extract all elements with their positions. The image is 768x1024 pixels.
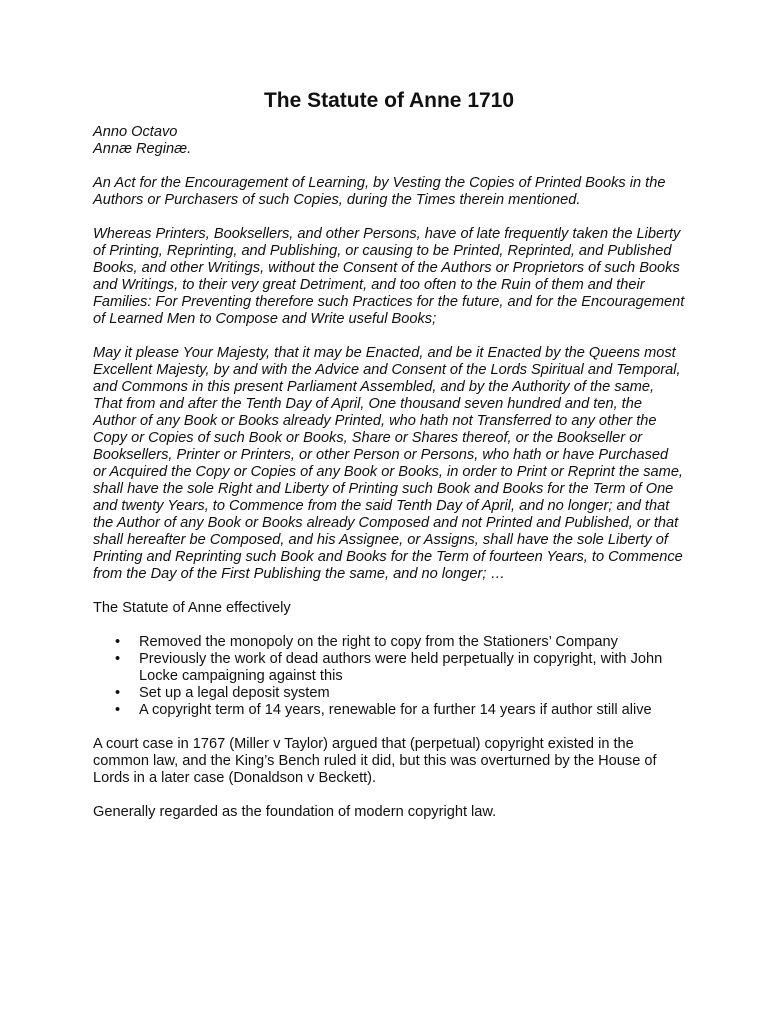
effects-list — [93, 634, 685, 719]
list-item — [93, 651, 685, 685]
bullet-icon: • — [115, 702, 121, 718]
list-item-text: A copyright term of 14 years, renewable for a further 14 years if author still alive — [139, 702, 652, 718]
list-item-text: Previously the work of dead authors were held perpetually in copyright, with John Locke campaigning against this — [139, 651, 663, 684]
bullet-icon: • — [115, 685, 121, 701]
effects-heading: The Statute of Anne effectively — [93, 600, 291, 616]
anno-line-1: Anno Octavo — [93, 124, 178, 140]
document-page — [93, 88, 685, 838]
list-item-text: Set up a legal deposit system — [139, 685, 330, 701]
court-case-paragraph: A court case in 1767 (Miller v Taylor) argued that (perpetual) copyright existed in the common law, and the King’s Bench ruled it did, but this was overturned by the House of Lords in a later case (Donaldson v Beckett). — [93, 736, 657, 786]
act-title-paragraph: An Act for the Encouragement of Learning, by Vesting the Copies of Printed Books in the Authors or Purchasers of such Copies, during the Times therein mentioned. — [93, 175, 666, 208]
document-title: The Statute of Anne 1710 — [263, 89, 515, 112]
enacted-paragraph: May it please Your Majesty, that it may be Enacted, and be it Enacted by the Queens most Excellent Majesty, by and with the Advice and Consent of the Lords Spiritual and Temporal, and Commons in this present Parliament Assembled, and by the Authority of the same, That from and after the Tenth Day of April, One thousand seven hundred and ten, the Author of any Book or Books already Printed, who hath not Transferred to any other the Copy or Copies of such Book or Books, Share or Shares thereof, or the Bookseller or Booksellers, Printer or Printers, or other Person or Persons, who hath or have Purchased or Acquired the Copy or Copies of any Book or Books, in order to Print or Reprint the same, shall have the sole Right and Liberty of Printing such Book and Books for the Term of One and twenty Years, to Commence from the said Tenth Day of April, and no longer; and that the Author of any Book or Books already Composed and not Printed and Published, or that shall hereafter be Composed, and his Assignee, or Assigns, shall have the sole Liberty of Printing and Reprinting such Book and Books for the Term of fourteen Years, to Commence from the Day of the First Publishing the same, and no longer; … — [93, 345, 683, 582]
list-item — [93, 634, 685, 651]
list-item-text: Removed the monopoly on the right to copy from the Stationers’ Company — [139, 634, 618, 650]
conclusion-paragraph: Generally regarded as the foundation of modern copyright law. — [93, 804, 497, 820]
list-item — [93, 702, 685, 719]
anno-line-2: Annæ Reginæ. — [93, 141, 192, 157]
list-item — [93, 685, 685, 702]
whereas-paragraph: Whereas Printers, Booksellers, and other Persons, have of late frequently taken the Liberty of Printing, Reprinting, and Publishing, or causing to be Printed, Reprinted, and Published Books, and other Writings, without the Consent of the Authors or Proprietors of such Books and Writings, to their very great Detriment, and too often to the Ruin of them and their Families: For Preventing therefore such Practices for the future, and for the Encouragement of Learned Men to Compose and Write useful Books; — [93, 226, 685, 327]
bullet-icon: • — [115, 634, 121, 650]
bullet-icon: • — [115, 651, 121, 667]
